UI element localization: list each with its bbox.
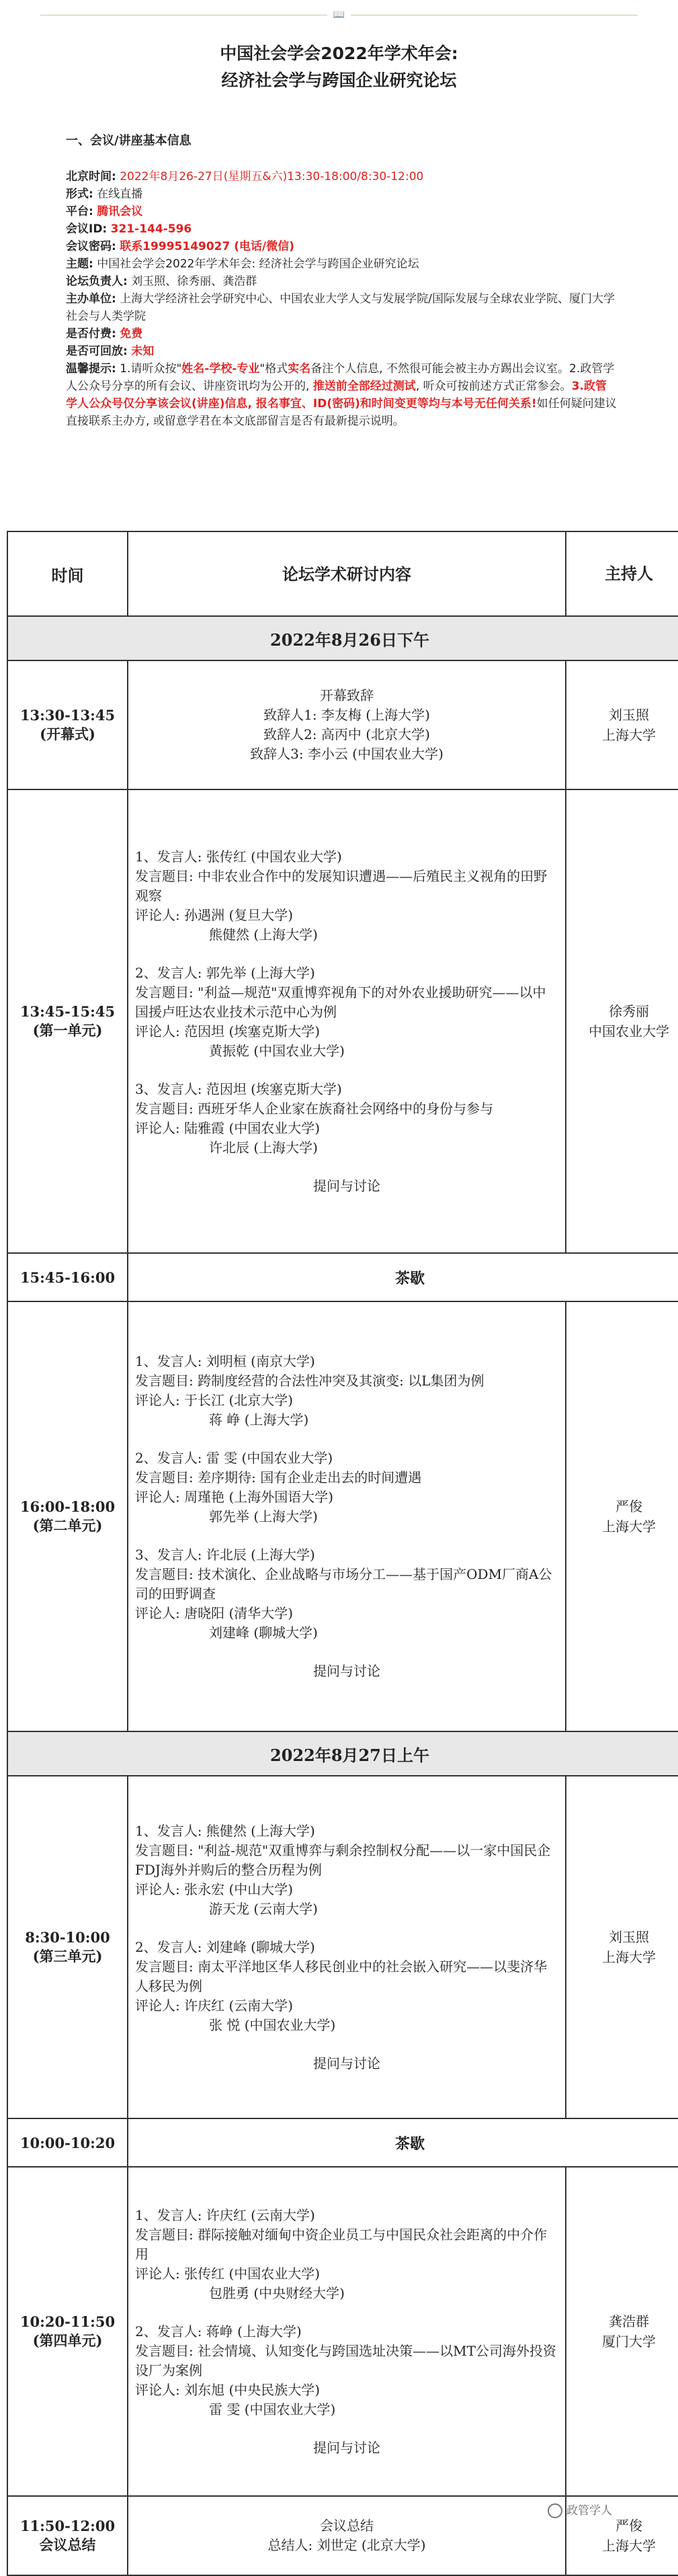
table-row-opening xyxy=(7,660,678,789)
commentator-line: 黄振乾 (中国农业大学) xyxy=(209,1042,345,1059)
talk-block xyxy=(135,1545,558,1643)
host-name: 严俊 xyxy=(616,2518,642,2534)
header-time: 时间 xyxy=(7,531,128,616)
commentator-line: 评论人: 张永宏 (中山大学) xyxy=(135,1881,294,1897)
time-note: (开幕式) xyxy=(40,725,95,742)
break-label: 茶歇 xyxy=(128,1253,678,1301)
commentator-line: 评论人: 范因坦 (埃塞克斯大学) xyxy=(135,1023,321,1039)
time-text: 8:30-10:00 xyxy=(25,1928,110,1946)
topic-line: 发言题目: 跨制度经营的合法性冲突及其演变: 以L集团为例 xyxy=(135,1373,484,1389)
time-cell xyxy=(7,660,128,789)
table-row-break xyxy=(7,2118,678,2167)
talk-block xyxy=(135,847,558,945)
info-fee xyxy=(66,325,617,343)
content-cell xyxy=(128,2496,566,2575)
tip-text: 备注个人信息, 不然很可能会被主办方踢出会议室。2.政管学人公众号分享的所有会议、讲座资讯均为公开的, xyxy=(66,362,615,393)
header-host: 主持人 xyxy=(566,531,678,616)
tip-highlight: 推送前全部经过测试 xyxy=(312,380,416,393)
info-theme xyxy=(66,255,617,273)
day-label: 2022年8月27日上午 xyxy=(7,1731,678,1776)
info-value: 免费 xyxy=(120,327,143,341)
tip-text: 1.请听众按" xyxy=(120,362,182,376)
info-label: 主题: xyxy=(66,257,93,271)
discussion-line: 提问与讨论 xyxy=(313,1177,380,1194)
time-text: 11:50-12:00 xyxy=(19,2517,116,2534)
info-label: 平台: xyxy=(66,205,93,218)
discussion-line: 提问与讨论 xyxy=(313,2055,380,2071)
time-text: 13:30-13:45 xyxy=(19,706,116,724)
info-label: 是否可回放: xyxy=(66,345,128,358)
info-label: 形式: xyxy=(66,187,93,201)
content-cell xyxy=(128,1776,566,2118)
commentator-line: 张 悦 (中国农业大学) xyxy=(209,2016,336,2033)
watermark xyxy=(548,2501,612,2518)
content-line: 总结人: 刘世定 (北京大学) xyxy=(267,2537,426,2553)
time-text: 10:20-11:50 xyxy=(19,2313,116,2330)
talk-block xyxy=(135,1821,558,1919)
commentator-line: 评论人: 周瑾艳 (上海外国语大学) xyxy=(135,1489,334,1505)
topic-line: 发言题目: 技术演化、企业战略与市场分工——基于国产ODM厂商A公司的田野调查 xyxy=(135,1566,552,1602)
day-label: 2022年8月26日下午 xyxy=(7,616,678,660)
time-note: (第一单元) xyxy=(32,1021,103,1039)
time-cell xyxy=(7,1776,128,2118)
talk-block xyxy=(135,1938,558,2035)
host-name: 徐秀丽 xyxy=(609,1003,649,1019)
time-note: (第四单元) xyxy=(32,2331,103,2349)
table-row-break xyxy=(7,1253,678,1301)
content-line: 致辞人1: 李友梅 (上海大学) xyxy=(263,707,430,723)
speaker-line: 2、发言人: 刘建峰 (聊城大学) xyxy=(135,1938,315,1955)
host-name: 刘玉照 xyxy=(609,707,649,723)
host-affiliation: 上海大学 xyxy=(602,2538,656,2554)
time-cell xyxy=(7,1301,128,1731)
info-value: 未知 xyxy=(131,345,155,358)
time-cell: 15:45-16:00 xyxy=(7,1253,128,1301)
commentator-line: 评论人: 唐晓阳 (清华大学) xyxy=(135,1605,294,1621)
tip-text: 如任何疑问建议直接联系主办方, 或留意学君在本文底部留言是否有最新提示说明。 xyxy=(66,397,617,428)
host-cell xyxy=(566,660,678,789)
speaker-line: 2、发言人: 郭先举 (上海大学) xyxy=(135,964,315,981)
info-platform xyxy=(66,203,617,220)
table-header-row xyxy=(7,531,678,616)
content-line: 致辞人2: 高丙中 (北京大学) xyxy=(263,726,430,742)
topic-line: 发言题目: 中非农业合作中的发展知识遭遇——后殖民主义视角的田野观察 xyxy=(135,867,548,904)
commentator-line: 郭先举 (上海大学) xyxy=(209,1508,318,1525)
info-tips xyxy=(66,360,617,430)
host-name: 刘玉照 xyxy=(609,1929,649,1945)
speaker-line: 3、发言人: 许北辰 (上海大学) xyxy=(135,1547,315,1563)
info-label: 会议密码: xyxy=(66,240,116,253)
speaker-line: 1、发言人: 许庆红 (云南大学) xyxy=(135,2206,315,2223)
speaker-line: 1、发言人: 熊健然 (上海大学) xyxy=(135,1822,315,1839)
topic-line: 发言题目: 南太平洋地区华人移民创业中的社会嵌入研究——以斐济华人移民为例 xyxy=(135,1958,548,1994)
info-form xyxy=(66,185,617,203)
info-value: 中国社会学会2022年学术年会: 经济社会学与跨国企业研究论坛 xyxy=(97,257,419,271)
tip-highlight: 实名 xyxy=(288,362,311,376)
wechat-icon xyxy=(548,2503,562,2518)
day-row xyxy=(7,616,678,660)
talk-block xyxy=(135,963,558,1061)
info-replay xyxy=(66,343,617,360)
info-value: 联系19995149027 (电话/微信) xyxy=(120,240,294,253)
table-row-unit1 xyxy=(7,789,678,1253)
talk-block xyxy=(135,2322,558,2419)
host-affiliation: 上海大学 xyxy=(602,1949,656,1965)
section-heading: 一、会议/讲座基本信息 xyxy=(66,134,192,148)
info-host xyxy=(66,290,617,325)
host-affiliation: 上海大学 xyxy=(602,727,656,743)
table-row-unit2 xyxy=(7,1301,678,1731)
tip-text: "格式 xyxy=(259,362,288,376)
info-label: 会议ID: xyxy=(66,222,108,236)
info-value: 在线直播 xyxy=(97,187,143,201)
host-name: 龚浩群 xyxy=(609,2313,649,2329)
host-cell xyxy=(566,1776,678,2118)
top-decoration xyxy=(40,9,638,20)
page-subtitle: 经济社会学与跨国企业研究论坛 xyxy=(221,71,457,90)
time-cell xyxy=(7,2167,128,2496)
commentator-line: 许北辰 (上海大学) xyxy=(209,1139,318,1156)
info-label: 北京时间: xyxy=(66,170,116,183)
content-cell xyxy=(128,1301,566,1731)
book-icon: 📖 xyxy=(333,9,345,20)
info-lead xyxy=(66,273,617,290)
host-name: 严俊 xyxy=(616,1498,642,1514)
tip-text: , 听众可按前述方式正常参会。 xyxy=(415,380,572,393)
commentator-line: 评论人: 张传红 (中国农业大学) xyxy=(135,2265,321,2282)
info-time xyxy=(66,168,617,185)
info-value: 腾讯会议 xyxy=(97,205,143,218)
host-affiliation: 上海大学 xyxy=(602,1518,656,1535)
table-row-unit4 xyxy=(7,2167,678,2496)
watermark-text: 政管学人 xyxy=(566,2504,612,2518)
time-note: (第二单元) xyxy=(32,1516,103,1534)
topic-line: 发言题目: "利益-规范"双重博弈与剩余控制权分配——以一家中国民企FDJ海外并购后的整合历程为例 xyxy=(135,1842,551,1878)
talk-block xyxy=(135,1449,558,1527)
commentator-line: 评论人: 于长江 (北京大学) xyxy=(135,1392,294,1408)
time-text: 16:00-18:00 xyxy=(19,1498,116,1515)
discussion-line: 提问与讨论 xyxy=(313,1663,380,1679)
info-label: 是否付费: xyxy=(66,327,116,341)
talk-block xyxy=(135,1080,558,1158)
break-label: 茶歇 xyxy=(128,2118,678,2167)
content-cell xyxy=(128,660,566,789)
host-affiliation: 厦门大学 xyxy=(602,2333,656,2350)
tip-highlight: 3.政管学人公众号仅分享该会议(讲座)信息, 报名事宜、ID(密码)和时间变更等均与本号无任何关系! xyxy=(66,380,607,411)
info-value: 刘玉照、徐秀丽、龚浩群 xyxy=(131,275,257,288)
info-label: 论坛负责人: xyxy=(66,275,128,288)
discussion-line: 提问与讨论 xyxy=(313,2439,380,2456)
commentator-line: 熊健然 (上海大学) xyxy=(209,926,318,943)
host-cell xyxy=(566,1301,678,1731)
header-content: 论坛学术研讨内容 xyxy=(128,531,566,616)
schedule-table xyxy=(7,531,678,2576)
topic-line: 发言题目: 社会情境、认知变化与跨国选址决策——以MT公司海外投资设厂为案例 xyxy=(135,2342,556,2378)
info-label: 主办单位: xyxy=(66,292,116,306)
speaker-line: 1、发言人: 刘明桓 (南京大学) xyxy=(135,1353,315,1369)
info-password xyxy=(66,238,617,255)
commentator-line: 刘建峰 (聊城大学) xyxy=(209,1625,318,1641)
content-line: 致辞人3: 李小云 (中国农业大学) xyxy=(250,746,443,762)
tip-highlight: 姓名-学校-专业 xyxy=(181,362,260,376)
speaker-line: 1、发言人: 张传红 (中国农业大学) xyxy=(135,848,342,865)
commentator-line: 评论人: 陆雅霞 (中国农业大学) xyxy=(135,1119,321,1136)
content-line: 会议总结 xyxy=(320,2518,374,2534)
time-cell xyxy=(7,2496,128,2575)
topic-line: 发言题目: 西班牙华人企业家在族裔社会网络中的身份与参与 xyxy=(135,1100,494,1117)
commentator-line: 雷 雯 (中国农业大学) xyxy=(209,2401,336,2417)
content-cell xyxy=(128,789,566,1253)
commentator-line: 评论人: 孙遇洲 (复旦大学) xyxy=(135,906,294,923)
host-cell xyxy=(566,789,678,1253)
time-note: (第三单元) xyxy=(32,1947,103,1965)
talk-block xyxy=(135,1352,558,1430)
host-affiliation: 中国农业大学 xyxy=(589,1023,669,1039)
content-line: 开幕致辞 xyxy=(320,687,374,703)
time-cell xyxy=(7,789,128,1253)
host-cell xyxy=(566,2167,678,2496)
commentator-line: 游天龙 (云南大学) xyxy=(209,1900,318,1917)
commentator-line: 评论人: 刘东旭 (中央民族大学) xyxy=(135,2381,321,2398)
info-value: 上海大学经济社会学研究中心、中国农业大学人文与发展学院/国际发展与全球农业学院、厦门大学社会与人类学院 xyxy=(66,292,615,323)
day-row xyxy=(7,1731,678,1776)
talk-block xyxy=(135,2206,558,2303)
topic-line: 发言题目: "利益—规范"双重博弈视角下的对外农业援助研究——以中国援卢旺达农业技术示范中心为例 xyxy=(135,984,546,1020)
speaker-line: 2、发言人: 蒋峥 (上海大学) xyxy=(135,2323,302,2339)
commentator-line: 评论人: 许庆红 (云南大学) xyxy=(135,1997,294,2014)
info-label: 温馨提示: xyxy=(66,362,116,376)
table-row-unit3 xyxy=(7,1776,678,2118)
time-cell: 10:00-10:20 xyxy=(7,2118,128,2167)
commentator-line: 包胜勇 (中央财经大学) xyxy=(209,2284,345,2301)
speaker-line: 2、发言人: 雷 雯 (中国农业大学) xyxy=(135,1450,333,1466)
info-value: 321-144-596 xyxy=(110,222,192,236)
time-note: 会议总结 xyxy=(39,2536,96,2553)
speaker-line: 3、发言人: 范因坦 (埃塞克斯大学) xyxy=(135,1080,342,1097)
commentator-line: 蒋 峥 (上海大学) xyxy=(209,1412,309,1428)
info-meeting-id xyxy=(66,220,617,238)
topic-line: 发言题目: 群际接触对缅甸中资企业员工与中国民众社会距离的中介作用 xyxy=(135,2226,548,2262)
time-text: 13:45-15:45 xyxy=(19,1002,116,1020)
info-value: 2022年8月26-27日(星期五&六)13:30-18:00/8:30-12:00 xyxy=(120,170,424,183)
page-title: 中国社会学会2022年学术年会: xyxy=(220,44,458,63)
content-cell xyxy=(128,2167,566,2496)
topic-line: 发言题目: 差序期待: 国有企业走出去的时间遭遇 xyxy=(135,1469,422,1486)
